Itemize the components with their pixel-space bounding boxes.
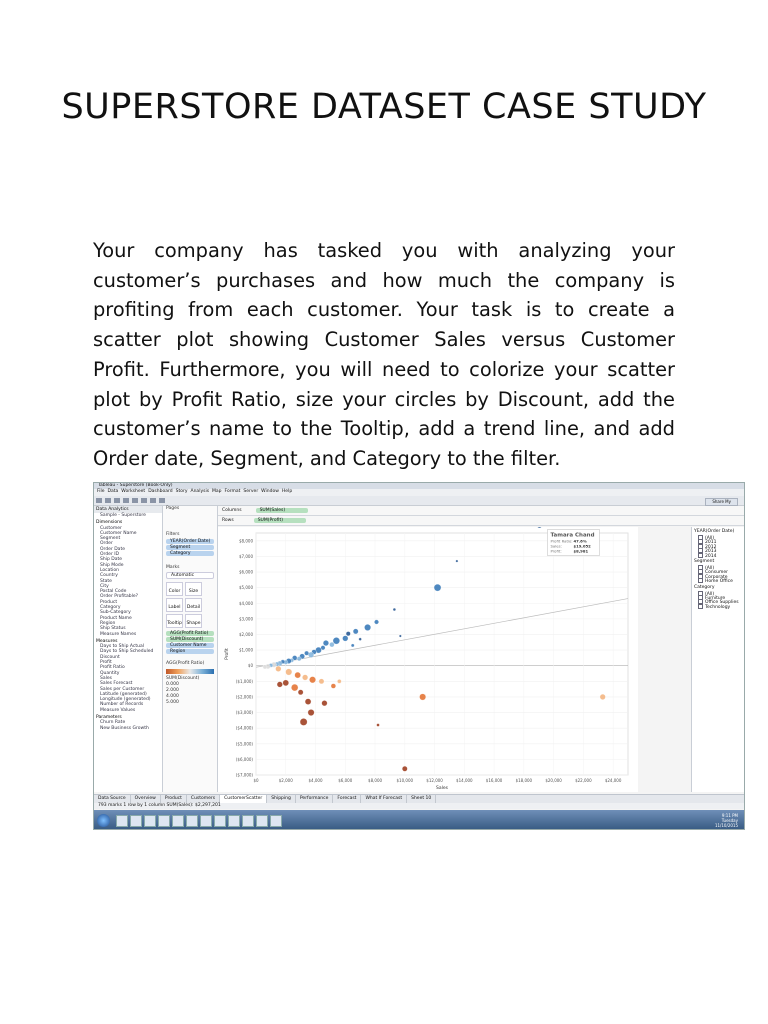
- measure-field[interactable]: Number of Records: [100, 702, 144, 708]
- data-point: [353, 629, 358, 634]
- data-point: [308, 652, 314, 658]
- pages-card-label: Pages: [166, 506, 180, 511]
- data-point: [342, 636, 348, 642]
- shelves: [218, 506, 744, 526]
- x-tick-label: $20,000: [545, 778, 562, 783]
- size-legend-item: 4.000: [166, 694, 179, 699]
- data-point: [374, 620, 378, 624]
- menu-item[interactable]: Server: [243, 489, 259, 494]
- dimension-field[interactable]: City: [100, 583, 109, 589]
- y-tick-label: ($3,000): [235, 710, 253, 716]
- mark-button[interactable]: Tooltip: [166, 614, 183, 628]
- filter-card-title: Segment: [694, 558, 715, 564]
- data-point: [337, 679, 341, 683]
- data-point: [456, 560, 458, 562]
- filter-pill[interactable]: Segment: [166, 545, 214, 550]
- toolbar: [94, 496, 744, 506]
- menu-bar: [94, 489, 744, 496]
- taskbar-app-icon[interactable]: [242, 815, 254, 827]
- y-tick-label: $5,000: [239, 585, 253, 591]
- mark-button[interactable]: Color: [166, 582, 183, 596]
- y-axis-label: Profit: [225, 648, 230, 660]
- data-point: [263, 665, 267, 669]
- taskbar-app-icon[interactable]: [270, 815, 282, 827]
- mark-pill[interactable]: SUM(Discount): [166, 637, 214, 642]
- tableau-screenshot: [93, 482, 745, 830]
- scatter-chart: [218, 527, 638, 792]
- filter-checkbox[interactable]: 2014: [692, 553, 744, 557]
- data-point: [537, 527, 542, 528]
- x-tick-label: $4,000: [308, 778, 323, 783]
- data-point: [402, 766, 407, 771]
- new-datasource-icon[interactable]: [123, 498, 129, 503]
- data-point: [302, 675, 308, 681]
- x-tick-label: $8,000: [368, 778, 383, 783]
- menu-item[interactable]: Worksheet: [121, 489, 146, 494]
- y-tick-label: ($7,000): [235, 772, 253, 778]
- data-pane-tabs[interactable]: Data Analytics: [94, 506, 162, 513]
- taskbar-app-icon[interactable]: [172, 815, 184, 827]
- filter-pill[interactable]: Category: [166, 551, 214, 556]
- columns-shelf[interactable]: Columns SUM(Sales): [218, 506, 744, 516]
- filter-checkbox[interactable]: Corporate: [692, 574, 744, 578]
- taskbar-app-icon[interactable]: [116, 815, 128, 827]
- y-tick-label: $8,000: [239, 538, 253, 544]
- data-point: [319, 679, 324, 684]
- y-tick-label: $0: [247, 663, 253, 669]
- dimension-field[interactable]: Product: [100, 599, 118, 605]
- filter-checkbox[interactable]: (All): [692, 535, 744, 539]
- menu-item[interactable]: Window: [261, 489, 279, 494]
- y-tick-label: ($2,000): [235, 694, 253, 700]
- taskbar-clock[interactable]: 9:11 PM Tuesday 11/10/2015: [714, 813, 738, 828]
- filter-checkbox[interactable]: Office Supplies: [692, 599, 744, 603]
- size-legend-item: 0.000: [166, 682, 179, 687]
- x-tick-label: $12,000: [426, 778, 443, 783]
- x-tick-label: $24,000: [604, 778, 622, 783]
- mark-pill[interactable]: Customer Name: [166, 643, 214, 648]
- data-point: [291, 684, 298, 691]
- dimension-field[interactable]: Country: [100, 573, 118, 579]
- data-point: [298, 690, 303, 695]
- tooltip-label: Profit:: [550, 548, 562, 554]
- size-legend-item: 5.000: [166, 700, 179, 705]
- taskbar-app-icon[interactable]: [214, 815, 226, 827]
- taskbar-app-icon[interactable]: [186, 815, 198, 827]
- dimension-field[interactable]: State: [100, 578, 112, 584]
- dimension-field[interactable]: Customer: [100, 525, 122, 531]
- taskbar-app-icon[interactable]: [228, 815, 240, 827]
- data-point: [331, 684, 336, 689]
- measure-field[interactable]: Quantity: [100, 670, 120, 676]
- marks-card-label: Marks: [166, 565, 180, 570]
- filter-card-title: Category: [694, 584, 715, 590]
- menu-item[interactable]: Story: [175, 489, 188, 494]
- parameters-header: Parameters: [96, 714, 122, 720]
- filter-checkbox[interactable]: Technology: [692, 604, 744, 608]
- measure-field[interactable]: Sales Forecast: [100, 681, 133, 687]
- data-point: [399, 635, 401, 637]
- scatter-sheet: [218, 527, 638, 792]
- tooltip-value: 47.6%: [573, 538, 587, 544]
- data-point: [333, 637, 340, 644]
- data-point: [305, 699, 311, 705]
- x-tick-label: $10,000: [396, 778, 414, 783]
- measure-field[interactable]: Profit Ratio: [100, 665, 125, 671]
- highlight-icon[interactable]: [159, 498, 165, 503]
- taskbar-app-icon[interactable]: [158, 815, 170, 827]
- y-tick-label: ($4,000): [235, 725, 253, 731]
- data-point: [295, 672, 301, 678]
- data-point: [323, 640, 329, 646]
- y-tick-label: ($5,000): [235, 741, 253, 747]
- taskbar-app-icon[interactable]: [130, 815, 142, 827]
- data-point: [419, 694, 425, 700]
- windows-taskbar: [94, 810, 744, 830]
- data-point: [277, 682, 283, 688]
- sheet-tab[interactable]: Forecast: [333, 795, 361, 803]
- filter-card-title: YEAR(Order Date): [694, 529, 735, 534]
- new-sheet-icon[interactable]: [132, 498, 138, 503]
- dimension-field[interactable]: Ship Status: [100, 626, 126, 632]
- data-point: [329, 642, 334, 647]
- sheet-tab[interactable]: Shipping: [267, 795, 296, 803]
- filters-card-label: Filters: [166, 532, 180, 537]
- x-axis-label: Sales: [436, 786, 448, 791]
- dimension-field[interactable]: Category: [100, 605, 121, 611]
- data-point: [364, 624, 370, 630]
- dimension-field[interactable]: Order Profitable?: [100, 594, 138, 600]
- columns-pill[interactable]: SUM(Sales): [256, 508, 308, 513]
- y-tick-label: $4,000: [239, 600, 253, 606]
- tooltip-value: $19,052: [573, 543, 591, 549]
- menu-item[interactable]: Format: [224, 489, 241, 494]
- taskbar-app-icon[interactable]: [200, 815, 212, 827]
- data-point: [346, 632, 350, 636]
- start-button[interactable]: [97, 814, 110, 827]
- dimension-field[interactable]: Location: [100, 567, 120, 573]
- dimension-field[interactable]: Order: [100, 541, 113, 547]
- y-tick-label: ($1,000): [235, 678, 253, 684]
- data-point: [308, 709, 314, 715]
- taskbar-app-icon[interactable]: [144, 815, 156, 827]
- data-point: [276, 666, 282, 672]
- window-title: Tableau - Superstore (Book-Only): [98, 483, 173, 488]
- measure-field[interactable]: Latitude (generated): [100, 691, 147, 697]
- measure-field[interactable]: Days to Ship Actual: [100, 644, 144, 650]
- parameter-field[interactable]: Churn Rate: [100, 720, 126, 726]
- redo-icon[interactable]: [105, 498, 111, 503]
- mark-button[interactable]: Label: [166, 598, 183, 612]
- filter-checkbox[interactable]: Consumer: [692, 569, 744, 573]
- menu-item[interactable]: Map: [212, 489, 222, 494]
- mark-type-dropdown[interactable]: Automatic: [166, 572, 214, 579]
- sheet-tab[interactable]: Product: [161, 795, 187, 803]
- menu-item[interactable]: Dashboard: [148, 489, 173, 494]
- x-tick-label: $18,000: [515, 778, 533, 783]
- x-tick-label: $14,000: [456, 778, 473, 783]
- sheet-tab[interactable]: Overview: [131, 795, 161, 803]
- document-title: SUPERSTORE DATASET CASE STUDY: [61, 87, 707, 127]
- mark-button[interactable]: Size: [185, 582, 202, 596]
- status-bar: 793 marks 1 row by 1 column SUM(Sales): $2,297,201: [94, 803, 744, 809]
- data-point: [600, 694, 606, 700]
- filter-checkbox[interactable]: 2011: [692, 539, 744, 543]
- data-point: [434, 584, 441, 591]
- sheet-tab[interactable]: Customers: [187, 795, 220, 803]
- filter-checkbox[interactable]: Home Office: [692, 578, 744, 582]
- data-point: [304, 651, 308, 655]
- data-pane: [94, 506, 163, 792]
- tooltip-value: $8,981: [573, 548, 589, 554]
- filter-checkbox[interactable]: (All): [692, 565, 744, 569]
- x-tick-label: $2,000: [278, 778, 293, 783]
- data-point: [300, 718, 307, 725]
- y-tick-label: $3,000: [239, 616, 253, 622]
- dimensions-header: Dimensions: [96, 520, 123, 526]
- dimension-field[interactable]: Customer Name: [100, 530, 137, 536]
- mark-pill[interactable]: Region: [166, 649, 214, 654]
- data-point: [393, 608, 396, 611]
- dimension-field[interactable]: Postal Code: [100, 589, 127, 595]
- measure-field[interactable]: Profit: [100, 660, 112, 666]
- sort-icon[interactable]: [150, 498, 156, 503]
- x-tick-label: $6,000: [338, 778, 353, 783]
- y-tick-label: $2,000: [239, 631, 253, 637]
- measure-field[interactable]: Sales per Customer: [100, 686, 145, 692]
- rows-pill[interactable]: SUM(Profit): [254, 518, 306, 523]
- mark-pill[interactable]: AGG(Profit Ratio): [166, 631, 214, 636]
- tooltip-customer-name: Tamara Chand: [550, 532, 595, 539]
- y-tick-label: ($6,000): [235, 756, 253, 762]
- dimension-field[interactable]: Ship Mode: [100, 562, 124, 568]
- menu-item[interactable]: Analysis: [190, 489, 210, 494]
- dimension-field[interactable]: Segment: [100, 536, 121, 542]
- swap-icon[interactable]: [141, 498, 147, 503]
- data-point: [377, 724, 380, 727]
- measure-field[interactable]: Discount: [100, 654, 120, 660]
- y-tick-label: $7,000: [239, 553, 253, 559]
- measure-field[interactable]: Sales: [100, 675, 112, 681]
- filter-checkbox[interactable]: 2013: [692, 548, 744, 552]
- undo-icon[interactable]: [96, 498, 102, 503]
- data-point: [286, 669, 292, 675]
- datasource-name[interactable]: Sample - Superstore: [100, 513, 146, 518]
- sheet-tab[interactable]: CustomerScatter: [220, 795, 267, 803]
- dimension-field[interactable]: Region: [100, 620, 116, 626]
- data-point: [351, 644, 354, 647]
- color-legend-title: AGG(Profit Ratio): [166, 661, 205, 666]
- y-tick-label: $6,000: [239, 569, 253, 575]
- menu-item[interactable]: File: [97, 489, 105, 494]
- tooltip-label: Sales:: [550, 543, 562, 549]
- data-point: [359, 638, 362, 641]
- filter-pill[interactable]: YEAR(Order Date): [166, 539, 214, 544]
- sheet-tab[interactable]: Sheet 10: [407, 795, 436, 803]
- dimension-field[interactable]: Product Name: [100, 615, 132, 621]
- instructions-paragraph: Your company has tasked you with analyzing your customer’s purchases and how much the company is profiting from each customer. Your task is to create a scatter plot showing Customer Sales versus Customer Profit. Furthermore, you will need to colorize your scatter plot by Profit Ratio, size your circles by Discount, add the customer’s name to the Tooltip, add a trend line, and add Order date, Segment, and Category to the filter.: [93, 239, 675, 470]
- size-legend-item: 2.000: [166, 688, 179, 693]
- sheet-tab[interactable]: Data Source: [94, 795, 131, 803]
- dimension-field[interactable]: Ship Date: [100, 557, 123, 563]
- share-button[interactable]: Share My: [705, 498, 738, 506]
- menu-item[interactable]: Help: [281, 489, 293, 494]
- x-tick-label: $0: [253, 778, 259, 783]
- y-tick-label: $1,000: [239, 647, 253, 653]
- sheet-tab[interactable]: Performance: [296, 795, 334, 803]
- dimension-field[interactable]: Order Date: [100, 546, 125, 552]
- mark-button[interactable]: Detail: [185, 598, 202, 612]
- measures-header: Measures: [96, 638, 118, 644]
- measure-field[interactable]: Days to Ship Scheduled: [100, 649, 154, 655]
- x-tick-label: $16,000: [485, 778, 503, 783]
- save-icon[interactable]: [114, 498, 120, 503]
- menu-item[interactable]: Data: [107, 489, 119, 494]
- parameter-field[interactable]: New Business Growth: [100, 725, 149, 731]
- filter-checkbox[interactable]: Furniture: [692, 595, 744, 599]
- taskbar-app-icon[interactable]: [256, 815, 268, 827]
- data-point: [283, 680, 289, 686]
- color-legend-gradient: [166, 669, 214, 674]
- filter-cards: [691, 527, 744, 792]
- cards-pane: [163, 506, 218, 792]
- measure-field[interactable]: Longitude (generated): [100, 697, 151, 703]
- filter-checkbox[interactable]: 2012: [692, 544, 744, 548]
- dimension-field[interactable]: Order ID: [100, 552, 120, 558]
- rows-shelf[interactable]: Rows SUM(Profit): [218, 516, 744, 526]
- data-point: [297, 656, 301, 660]
- x-tick-label: $22,000: [575, 778, 592, 783]
- size-legend-title: SUM(Discount): [166, 676, 200, 681]
- dimension-field[interactable]: Sub-Category: [100, 610, 131, 616]
- sheet-tab[interactable]: What If Forecast: [361, 795, 407, 803]
- dimension-field[interactable]: Measure Names: [100, 631, 137, 637]
- tooltip-label: Profit Ratio:: [550, 538, 573, 544]
- data-point: [322, 700, 328, 706]
- filter-checkbox[interactable]: (All): [692, 591, 744, 595]
- mark-button[interactable]: Shape: [185, 614, 202, 628]
- data-point: [309, 677, 315, 683]
- measure-field[interactable]: Measure Values: [100, 707, 136, 713]
